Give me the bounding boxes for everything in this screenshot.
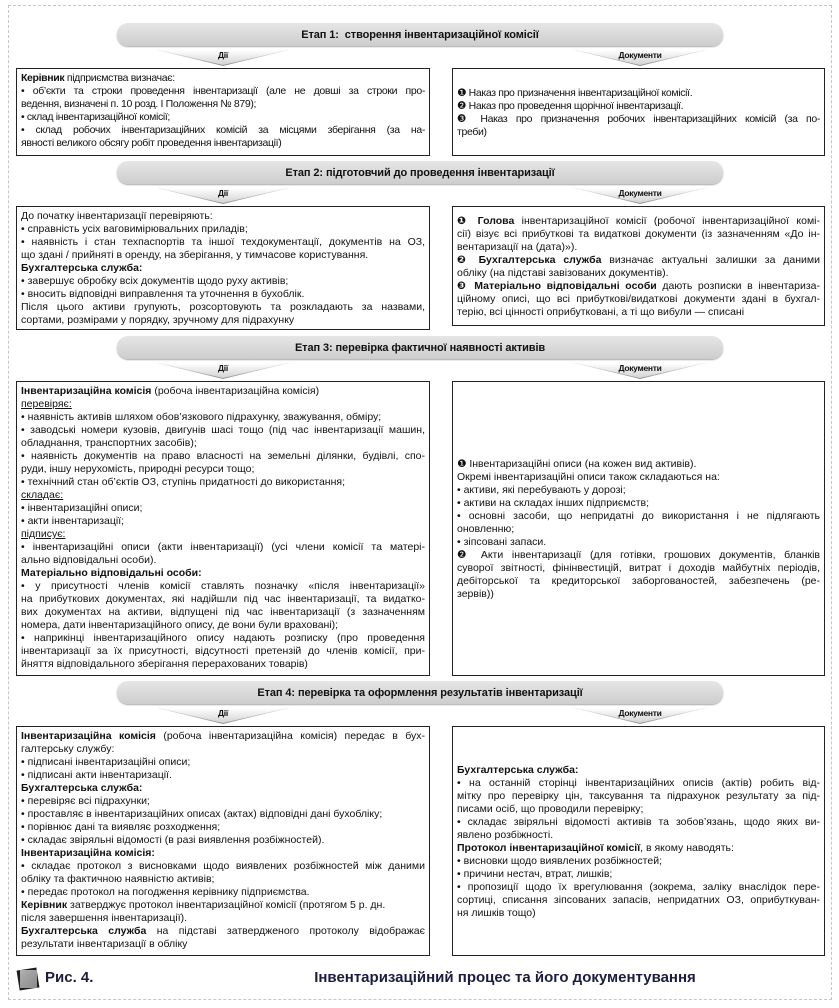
text-line	[21, 912, 425, 925]
text-line	[21, 437, 425, 450]
bold-text: Бухгалтерська служба:	[21, 262, 143, 274]
stage-title-bar	[117, 161, 723, 184]
bold-text: Бухгалтерська служба:	[21, 782, 143, 794]
text-line	[457, 894, 820, 907]
text-line	[21, 567, 425, 580]
text-line	[21, 795, 425, 808]
text: обладнання, транспортних засобів);	[21, 437, 197, 449]
text-line	[21, 860, 425, 873]
text: результати інвентаризації в обліку	[21, 938, 188, 950]
text: • підписані інвентаризаційні описи;	[21, 756, 191, 768]
text: • активи на складах інших підприємств;	[457, 496, 650, 509]
text-line	[21, 938, 425, 951]
text: вих документах на активи, відпущені під час інвентаризації (з зазначенням	[21, 606, 425, 618]
underlined-text: підписує:	[21, 528, 66, 540]
text: вентаризації на (дата)»).	[457, 240, 578, 253]
text: • проставляє в інвентаризаційних описах (актах) відповідні дані бухобліку;	[21, 808, 383, 820]
text: • основні засоби, що непридатні до використання і не підлягають	[457, 509, 820, 522]
text-line	[457, 790, 820, 803]
text-line	[21, 98, 425, 111]
text: • передає протокол на погодження керівнику підприємства.	[21, 886, 310, 898]
bold-text: Інвентаризаційна комісія:	[21, 847, 155, 859]
documents-arrow	[574, 188, 706, 204]
actions-label: Дії	[218, 363, 228, 373]
text: • пропозиції щодо їх врегулювання (зокрема, заліку внаслідок пере-	[457, 880, 820, 893]
text-line	[21, 223, 425, 236]
text: явлено розбіжності.	[457, 828, 554, 841]
text-line	[21, 476, 425, 489]
text: ведення, визначені п. 10 розд. І Положення № 879);	[21, 98, 257, 110]
text-line	[21, 137, 425, 150]
text: оновленню;	[457, 522, 515, 535]
text: ально відповідальні особи).	[21, 554, 157, 566]
documents-arrow	[574, 363, 706, 379]
text-line	[21, 210, 425, 223]
text-line	[21, 249, 425, 262]
text: • складає звіряльні відомості активів та зобов’язань, щодо яких ви-	[457, 815, 820, 828]
text: явності великого обсягу робіт проведення інвентаризації)	[21, 137, 282, 149]
text: (робоча інвентаризаційна комісія) передає в бух-	[155, 730, 426, 742]
text: мітку про перевірку цін, таксування та підрахунок результату за під-	[457, 789, 820, 802]
text-line	[21, 821, 425, 834]
text-line	[21, 262, 425, 275]
bold-text: Інвентаризаційна комісія	[21, 385, 152, 397]
text-line	[21, 502, 425, 515]
text-line	[457, 829, 820, 842]
text: суворої звітності, фінінвестицій, витрат і доходів майбутніх періодів,	[457, 561, 820, 574]
text-line	[457, 100, 820, 113]
bold-text: Бухгалтерська служба:	[457, 763, 579, 776]
stage-title: Етап 4: перевірка та оформлення результатів інвентаризації	[257, 686, 583, 699]
actions-label: Дії	[218, 50, 228, 60]
text: • у присутності членів комісії ставлять позначку «після інвентаризації»	[21, 580, 425, 592]
text-line	[457, 484, 820, 497]
text-line	[21, 619, 425, 632]
figure-marker-icon	[18, 969, 38, 989]
text: , в якому наводять:	[640, 841, 734, 854]
text-line	[21, 886, 425, 899]
text-line	[457, 855, 820, 868]
text: • заводські номери кузовів, двигунів шасі тощо (під час інвентаризації машин,	[21, 424, 425, 436]
text-line	[457, 868, 820, 881]
text: галтерську службу:	[21, 743, 115, 755]
actions-box	[16, 381, 430, 676]
text-block	[21, 385, 425, 671]
text: зервів))	[457, 587, 494, 600]
text-line	[457, 458, 820, 471]
text-line	[21, 899, 425, 912]
text-block	[457, 215, 820, 319]
stage-title: Етап 3: перевірка фактичної наявності активів	[294, 341, 546, 354]
text: • складає протокол з висновками щодо виявлених розбіжностей між даними	[21, 860, 425, 872]
text: затверджує протокол інвентаризаційної комісії (протягом 5 р. дн.	[67, 899, 386, 911]
text-block	[21, 72, 425, 150]
text: визначає актуальні залишки за даними	[601, 253, 820, 266]
stage-title: Етап 2: підготовчий до проведення інвентаризації	[285, 166, 555, 179]
text: • інвентаризаційні описи;	[21, 502, 143, 514]
text-line	[21, 873, 425, 886]
text: • підписані акти інвентаризації.	[21, 769, 172, 781]
text-line	[21, 925, 425, 938]
underlined-text: складає:	[21, 489, 64, 501]
text-line	[457, 267, 820, 280]
text-line	[21, 756, 425, 769]
underlined-text: перевіряє:	[21, 398, 72, 410]
text: • на останній сторінці інвентаризаційних описів (актів) робить від-	[457, 776, 820, 789]
bold-text: ❷ Бухгалтерська служба	[457, 253, 602, 266]
bold-text: Бухгалтерська служба	[21, 925, 147, 937]
documents-label: Документи	[618, 50, 662, 60]
text: (робоча інвентаризаційна комісія)	[151, 385, 320, 397]
text-line	[21, 834, 425, 847]
text: дебіторської та кредиторської заборгованостей, забезпечень (ре-	[457, 574, 820, 587]
text-line	[21, 72, 425, 85]
bold-text: Протокол інвентаризаційної комісії	[457, 841, 641, 854]
text-line	[457, 803, 820, 816]
actions-box	[16, 68, 430, 156]
text-line	[457, 881, 820, 894]
text-block	[457, 764, 820, 920]
text-line	[457, 306, 820, 319]
text-line	[21, 808, 425, 821]
text: • наприкінці інвентаризаційного опису надають розписку (про проведення	[21, 632, 425, 644]
bold-text: Матеріально відповідальні особи:	[21, 567, 202, 579]
text-line	[21, 124, 425, 137]
text-line	[21, 769, 425, 782]
text-line	[457, 293, 820, 306]
text: писами осіб, що проводили перевірку;	[457, 802, 644, 815]
text-line	[457, 764, 820, 777]
actions-arrow	[157, 708, 289, 724]
bold-text: Керівник	[21, 899, 68, 911]
text-line	[21, 554, 425, 567]
text: • активи, які перебувають у дорозі;	[457, 483, 626, 496]
text: • завершує обробку всіх документів щодо руху активів;	[21, 275, 289, 287]
text: ❸ Наказ про призначення робочих інвентаризаційних комісій (за по-	[457, 112, 820, 125]
text-line	[457, 549, 820, 562]
figure-number: Рис. 4.	[45, 969, 94, 986]
bold-text: Інвентаризаційна комісія	[21, 730, 156, 742]
text-line	[457, 523, 820, 536]
text: • перевіряє всі підрахунки;	[21, 795, 150, 807]
text: інвентаризаційної комісії (робочої інвентаризаційної комі-	[514, 214, 820, 227]
text: • акти інвентаризації;	[21, 515, 125, 527]
text: після завершення інвентаризації).	[21, 912, 188, 924]
text-line	[21, 658, 425, 671]
documents-label: Документи	[618, 363, 662, 373]
text: руди, іншу нерухомість, природні ресурси тощо;	[21, 463, 255, 475]
text-line	[21, 301, 425, 314]
text-block	[21, 730, 425, 951]
bold-text: Керівник	[21, 72, 65, 84]
text-line	[21, 743, 425, 756]
text: обліку та фактичною наявністю активів;	[21, 873, 215, 885]
text: • інвентаризаційні описи (акти інвентаризації) (усі члени комісії та матері-	[21, 541, 425, 553]
text-line	[457, 842, 820, 855]
text-line	[21, 489, 425, 502]
stage-title-bar	[117, 23, 723, 46]
text-line	[21, 782, 425, 795]
text-line	[457, 113, 820, 126]
text-line	[21, 730, 425, 743]
text-line	[457, 471, 820, 484]
text-line	[21, 398, 425, 411]
text: • вносить відповідні виправлення та уточнення в бухоблік.	[21, 288, 305, 300]
actions-box	[16, 726, 430, 956]
text-line	[457, 126, 820, 139]
text: Окремі інвентаризаційні описи також складаються на:	[457, 470, 720, 483]
text-line	[21, 528, 425, 541]
text-line	[21, 580, 425, 593]
bold-text: ❸ Матеріально відповідальні особи	[457, 279, 657, 292]
text-line	[457, 575, 820, 588]
documents-box	[452, 68, 825, 156]
text-line	[21, 288, 425, 301]
text: ❶ Наказ про призначення інвентаризаційної комісії.	[457, 86, 693, 99]
text-block	[457, 458, 820, 601]
text-line	[21, 515, 425, 528]
figure-caption	[0, 966, 839, 994]
text: • склад інвентаризаційної комісії;	[21, 111, 170, 123]
marker-square	[20, 970, 37, 988]
text: • об’єкти та строки проведення інвентаризації (але не довші за строки про-	[21, 85, 425, 97]
stage-title-bar	[117, 336, 723, 359]
text: • складає звіряльні відомості (в разі виявлення розбіжностей).	[21, 834, 325, 846]
actions-label: Дії	[218, 708, 228, 718]
text: • склад робочих інвентаризаційних комісій за місцями зберігання (за на-	[21, 124, 425, 136]
documents-box	[452, 206, 825, 326]
text-line	[21, 541, 425, 554]
text: До початку інвентаризації перевіряють:	[21, 210, 213, 222]
text-block	[457, 87, 820, 139]
text: • справність усіх ваговимірювальних приладів;	[21, 223, 248, 235]
text: • наявність документів на право власності на земельні ділянки, будівлі, спо-	[21, 450, 425, 462]
stage-title: Етап 1: створення інвентаризаційної комісії	[301, 28, 539, 41]
text: на прибуткових документах, які надійшли під час інвентаризації, та видатко-	[21, 593, 425, 605]
text-line	[457, 241, 820, 254]
text: ня лишків тощо)	[457, 906, 536, 919]
text: • технічний стан об’єктів ОЗ, ступінь придатності до використання;	[21, 476, 346, 488]
text: • причини нестач, втрат, лишків;	[457, 867, 613, 880]
text-line	[21, 85, 425, 98]
text: • зіпсовані запаси.	[457, 535, 547, 548]
stage-title-bar	[117, 681, 723, 704]
text-line	[457, 777, 820, 790]
bold-text: ❶ Голова	[457, 214, 515, 227]
text-line	[457, 907, 820, 920]
text-line	[457, 228, 820, 241]
text-line	[21, 463, 425, 476]
text-line	[457, 497, 820, 510]
text: ❶ Інвентаризаційні описи (на кожен вид активів).	[457, 457, 697, 470]
documents-box	[452, 381, 825, 676]
text-line	[21, 111, 425, 124]
text-line	[457, 588, 820, 601]
text: • висновки щодо виявлених розбіжностей;	[457, 854, 662, 867]
text: ❷ Акти інвентаризації (для готівки, грошових документів, бланків	[457, 548, 820, 561]
text-line	[457, 510, 820, 523]
text-line	[21, 847, 425, 860]
actions-arrow	[157, 363, 289, 379]
actions-label: Дії	[218, 188, 228, 198]
text: треби)	[457, 125, 487, 138]
text: ційному описі, що всі прибуткові/видаткові документи здані в бухгал-	[457, 292, 820, 305]
text-block	[21, 210, 425, 327]
text: інвентаризації за їх присутності, відсутності претензій до членів комісії, при-	[21, 645, 425, 657]
documents-label: Документи	[618, 708, 662, 718]
text: • наявність і стан техпаспортів та іншої техдокументації, документів на ОЗ,	[21, 236, 425, 248]
text: терію, всі цінності оприбутковані, а ті що вибули — списані	[457, 305, 745, 318]
text: Після цього активи групують, розсортовують та розкладають за назвами,	[21, 301, 425, 313]
text-line	[21, 385, 425, 398]
text: • наявність активів шляхом обов’язкового підрахунку, зважування, обміру;	[21, 411, 382, 423]
text: сортиці, списання зіпсованих запасів, непридатних ОЗ, оприбуткуван-	[457, 893, 820, 906]
text-line	[21, 424, 425, 437]
text-line	[457, 562, 820, 575]
text: підприємства визначає:	[64, 72, 175, 84]
text-line	[457, 87, 820, 100]
text: сії) візує всі прибуткові та видаткові документи (із зазначенням «До ін-	[457, 227, 820, 240]
text-line	[457, 536, 820, 549]
text-line	[21, 411, 425, 424]
actions-arrow	[157, 50, 289, 66]
text-line	[21, 450, 425, 463]
text: ❷ Наказ про проведення щорічної інвентаризації.	[457, 99, 684, 112]
text: • порівнює дані та виявляє розходження;	[21, 821, 221, 833]
text-line	[21, 236, 425, 249]
text-line	[457, 280, 820, 293]
text-line	[457, 215, 820, 228]
text-line	[21, 275, 425, 288]
documents-box	[452, 726, 825, 956]
text: йняття відповідального зберігання перерахованих товарів)	[21, 658, 308, 670]
actions-box	[16, 206, 430, 330]
text-line	[21, 314, 425, 327]
text-line	[21, 593, 425, 606]
text: на підставі затвердженого протоколу відображає	[146, 925, 425, 937]
documents-arrow	[574, 50, 706, 66]
figure-title: Інвентаризаційний процес та його документування	[314, 969, 696, 986]
text: сортами, розмірами у порядку, зручному для підрахунку	[21, 314, 295, 326]
text-line	[21, 645, 425, 658]
text-line	[457, 254, 820, 267]
documents-arrow	[574, 708, 706, 724]
text-line	[457, 816, 820, 829]
documents-label: Документи	[618, 188, 662, 198]
text: номера, дати інвентаризаційного опису, де вони були враховані);	[21, 619, 339, 631]
actions-arrow	[157, 188, 289, 204]
text: обліку (на підставі завізованих документів).	[457, 266, 669, 279]
text-line	[21, 606, 425, 619]
text-line	[21, 632, 425, 645]
text: що здані / прийняті в оренду, на зберігання, у тимчасове користування.	[21, 249, 369, 261]
text: дають розписки в інвентариза-	[656, 279, 820, 292]
